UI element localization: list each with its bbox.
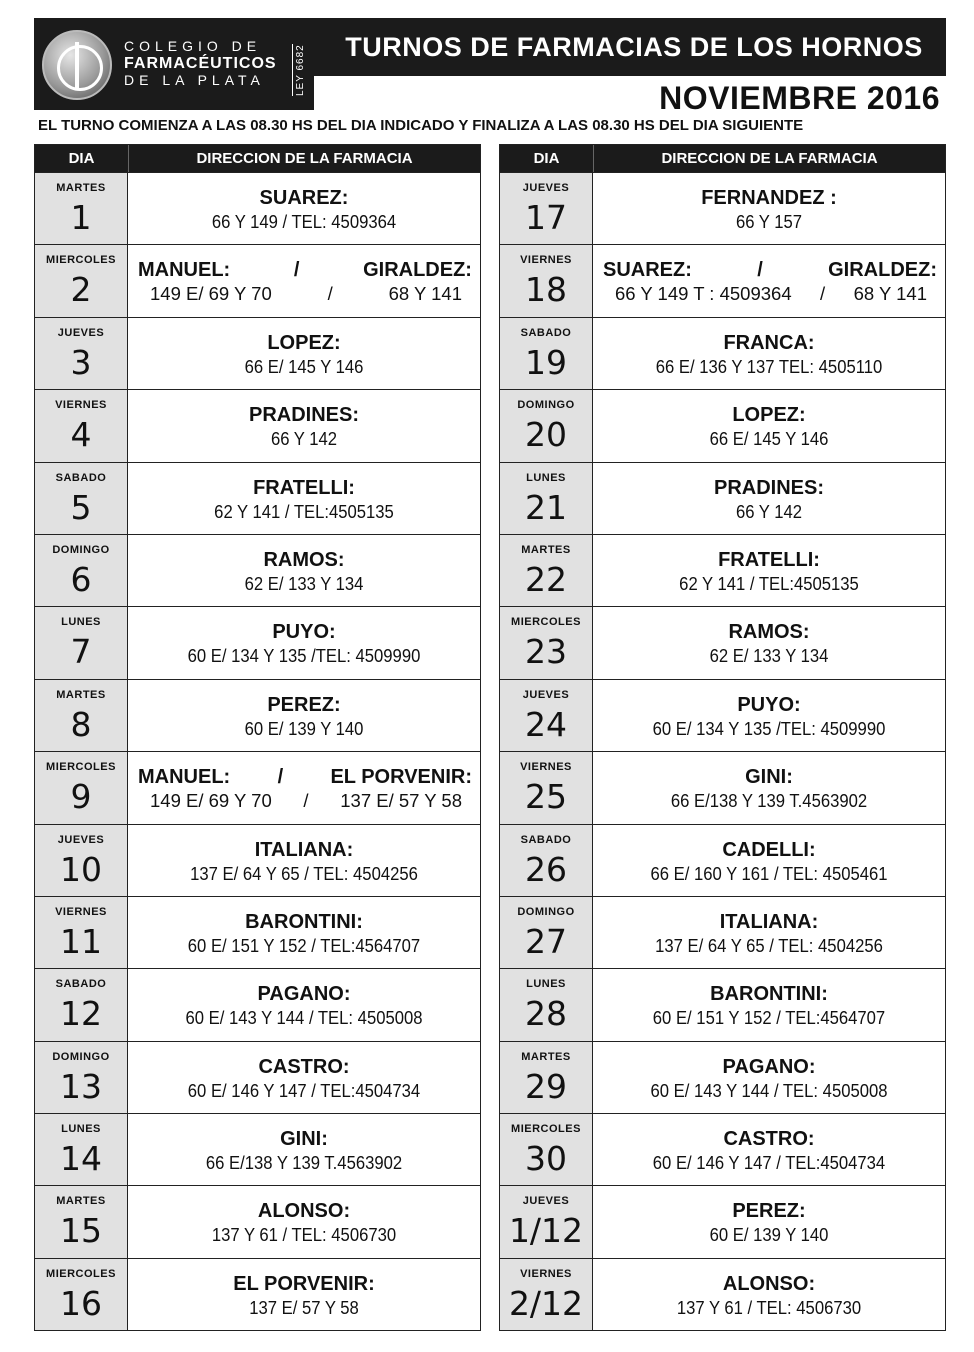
day-number: 22 <box>525 559 567 599</box>
pharmacy-address: 60 E/ 146 Y 147 / TEL:4504734 <box>187 1079 421 1101</box>
day-number: 24 <box>525 704 567 744</box>
pharmacy-address: 66 Y 157 <box>735 211 803 232</box>
pharmacy-name: FRATELLI: <box>253 476 355 499</box>
table-row <box>35 534 480 606</box>
pharmacy-address: 66 E/138 Y 139 T.4563902 <box>205 1152 403 1174</box>
pharmacy-cell <box>593 1259 945 1330</box>
day-of-week: JUEVES <box>57 833 105 846</box>
table-row <box>500 317 945 389</box>
table-row <box>35 896 480 968</box>
table-row <box>500 462 945 534</box>
day-number: 20 <box>525 415 567 455</box>
pharmacy-address: 60 E/ 143 Y 144 / TEL: 4505008 <box>650 1079 888 1101</box>
table-row <box>500 1185 945 1257</box>
pharmacy-name: PAGANO: <box>257 983 351 1006</box>
day-cell <box>35 680 128 751</box>
pharmacy-address-b: 68 Y 141 <box>388 283 462 305</box>
separator: / <box>327 283 333 305</box>
month-title: NOVIEMBRE 2016 <box>659 80 940 116</box>
table-row <box>35 751 480 823</box>
day-cell <box>35 607 128 678</box>
pharmacy-addresses <box>150 790 462 812</box>
pharmacy-cell <box>128 245 480 316</box>
separator: / <box>293 259 300 282</box>
pharmacy-cell <box>593 825 945 896</box>
pharmacy-name: LOPEZ: <box>267 331 341 354</box>
day-cell <box>500 825 593 896</box>
day-cell <box>500 318 593 389</box>
separator: / <box>303 790 309 812</box>
day-number: 25 <box>525 777 567 817</box>
pharmacy-address: 66 Y 149 / TEL: 4509364 <box>211 211 397 232</box>
table-row <box>35 1041 480 1113</box>
day-of-week: MIERCOLES <box>46 1267 116 1280</box>
pharmacy-cell <box>128 535 480 606</box>
pharmacy-address: 60 E/ 134 Y 135 /TEL: 4509990 <box>187 645 421 667</box>
pharmacy-name: RAMOS: <box>263 548 345 571</box>
pharmacy-name: EL PORVENIR: <box>233 1272 375 1295</box>
day-cell <box>500 1259 593 1330</box>
pharmacy-address-a: 149 E/ 69 Y 70 <box>150 790 272 812</box>
day-cell <box>35 173 128 244</box>
pharmacy-name: PUYO: <box>272 621 336 644</box>
day-cell <box>35 897 128 968</box>
pharmacy-name: FRANCA: <box>723 331 815 354</box>
day-of-week: JUEVES <box>522 688 570 701</box>
table-row <box>35 389 480 461</box>
day-cell <box>35 969 128 1040</box>
day-cell <box>35 535 128 606</box>
day-cell <box>35 245 128 316</box>
table-row <box>35 244 480 316</box>
table-header <box>35 145 480 172</box>
pharmacy-name-b: GIRALDEZ: <box>828 259 937 282</box>
day-number: 4 <box>70 415 92 455</box>
table-row <box>500 1258 945 1330</box>
pharmacy-name: SUAREZ: <box>259 187 349 209</box>
pharmacy-name-a: SUAREZ: <box>603 259 692 282</box>
pharmacy-address: 60 E/ 151 Y 152 / TEL:4564707 <box>187 934 421 956</box>
day-number: 9 <box>70 777 92 817</box>
day-cell <box>35 1042 128 1113</box>
day-cell <box>500 463 593 534</box>
schedule-table-right <box>499 144 946 1331</box>
pharmacy-address: 62 Y 141 / TEL:4505135 <box>214 500 394 522</box>
table-row <box>35 1185 480 1257</box>
pharmacy-cell <box>128 463 480 534</box>
day-number: 1/12 <box>508 1211 584 1251</box>
pharmacy-name: ALONSO: <box>722 1272 816 1295</box>
day-number: 12 <box>60 994 102 1034</box>
day-of-week: LUNES <box>61 1123 101 1136</box>
pharmacy-cell <box>128 390 480 461</box>
pharmacy-names <box>138 259 472 282</box>
pharmacy-address: 137 E/ 64 Y 65 / TEL: 4504256 <box>190 862 418 884</box>
pharmacy-address: 66 E/ 160 Y 161 / TEL: 4505461 <box>650 862 888 884</box>
day-cell <box>35 463 128 534</box>
pharmacy-name: LOPEZ: <box>732 404 806 427</box>
pharmacy-name: RAMOS: <box>728 621 810 644</box>
day-number: 15 <box>60 1211 102 1251</box>
day-cell <box>500 680 593 751</box>
day-of-week: DOMINGO <box>517 905 575 918</box>
separator: / <box>277 766 284 789</box>
shift-notice: EL TURNO COMIENZA A LAS 08.30 HS DEL DIA INDICADO Y FINALIZA A LAS 08.30 HS DEL DIA SIGUIENTE <box>38 117 804 134</box>
pharmacy-cell <box>128 825 480 896</box>
day-of-week: SABADO <box>520 833 572 846</box>
day-cell <box>35 1259 128 1330</box>
day-cell <box>35 318 128 389</box>
day-of-week: VIERNES <box>55 905 107 918</box>
table-row <box>500 824 945 896</box>
table-row <box>35 968 480 1040</box>
table-row <box>35 172 480 244</box>
header-address: DIRECCION DE LA FARMACIA <box>128 145 480 172</box>
logo-line-1: COLEGIO DE <box>124 38 262 54</box>
pharmacy-cell <box>128 752 480 823</box>
pharmacy-cell <box>128 1259 480 1330</box>
day-cell <box>500 897 593 968</box>
logo <box>34 18 314 110</box>
day-number: 2 <box>70 270 92 310</box>
pharmacy-addresses <box>615 283 927 305</box>
day-number: 21 <box>525 487 567 527</box>
pharmacy-cell <box>128 969 480 1040</box>
pharmacy-address-a: 66 Y 149 T : 4509364 <box>615 283 792 305</box>
pharmacy-name: CASTRO: <box>723 1128 815 1151</box>
pharmacy-address: 62 E/ 133 Y 134 <box>709 645 829 667</box>
pharmacy-address: 62 E/ 133 Y 134 <box>244 572 364 594</box>
day-cell <box>35 390 128 461</box>
day-of-week: MIERCOLES <box>46 254 116 267</box>
table-row <box>35 606 480 678</box>
pharmacy-address: 60 E/ 146 Y 147 / TEL:4504734 <box>652 1152 886 1174</box>
table-row <box>500 1113 945 1185</box>
day-cell <box>500 607 593 678</box>
table-row <box>500 968 945 1040</box>
logo-text <box>124 38 277 89</box>
day-number: 6 <box>70 559 92 599</box>
day-of-week: DOMINGO <box>517 399 575 412</box>
day-of-week: VIERNES <box>55 399 107 412</box>
table-row <box>35 679 480 751</box>
table-row <box>35 1258 480 1330</box>
pharmacy-name: BARONTINI: <box>710 983 828 1006</box>
day-of-week: JUEVES <box>57 326 105 339</box>
pharmacy-cell <box>593 607 945 678</box>
day-cell <box>35 752 128 823</box>
day-cell <box>500 173 593 244</box>
pharmacy-name: GINI: <box>745 766 793 789</box>
day-cell <box>500 390 593 461</box>
logo-ley: LEY 6682 <box>292 44 306 96</box>
page-header <box>34 18 946 116</box>
pharmacy-emblem-icon <box>42 30 112 100</box>
day-number: 3 <box>70 342 92 382</box>
pharmacy-cell <box>593 535 945 606</box>
pharmacy-name: PAGANO: <box>722 1055 816 1078</box>
pharmacy-name: PEREZ: <box>732 1200 806 1223</box>
day-number: 23 <box>525 632 567 672</box>
pharmacy-name: ITALIANA: <box>719 910 819 933</box>
pharmacy-address: 66 E/ 145 Y 146 <box>244 355 364 377</box>
pharmacy-cell <box>593 390 945 461</box>
page-title: TURNOS DE FARMACIAS DE LOS HORNOS <box>345 32 923 62</box>
pharmacy-name: GINI: <box>280 1128 328 1151</box>
pharmacy-address: 60 E/ 151 Y 152 / TEL:4564707 <box>652 1007 886 1029</box>
table-row <box>500 534 945 606</box>
logo-line-2: FARMACÉUTICOS <box>124 55 277 72</box>
day-of-week: SABADO <box>55 471 107 484</box>
pharmacy-name: ITALIANA: <box>254 838 354 861</box>
table-row <box>35 317 480 389</box>
day-cell <box>500 969 593 1040</box>
day-number: 16 <box>60 1283 102 1323</box>
day-cell <box>500 1114 593 1185</box>
day-cell <box>500 752 593 823</box>
pharmacy-name: PRADINES: <box>713 476 824 499</box>
header-day: DIA <box>533 150 560 167</box>
pharmacy-cell <box>128 897 480 968</box>
pharmacy-cell <box>593 969 945 1040</box>
pharmacy-address: 66 E/ 136 Y 137 TEL: 4505110 <box>655 355 883 377</box>
table-row <box>500 1041 945 1113</box>
table-header <box>500 145 945 172</box>
day-of-week: MIERCOLES <box>511 616 581 629</box>
day-number: 11 <box>60 921 102 961</box>
pharmacy-address: 137 Y 61 / TEL: 4506730 <box>676 1296 862 1318</box>
day-number: 30 <box>525 1139 567 1179</box>
pharmacy-name: FERNANDEZ : <box>701 187 837 209</box>
pharmacy-cell <box>593 897 945 968</box>
pharmacy-cell <box>128 607 480 678</box>
pharmacy-name: ALONSO: <box>257 1200 351 1223</box>
pharmacy-cell <box>128 680 480 751</box>
pharmacy-address: 66 E/138 Y 139 T.4563902 <box>670 790 868 812</box>
day-cell <box>500 535 593 606</box>
pharmacy-address: 66 Y 142 <box>735 500 803 522</box>
table-row <box>35 824 480 896</box>
pharmacy-address: 60 E/ 134 Y 135 /TEL: 4509990 <box>652 717 886 739</box>
pharmacy-addresses <box>150 283 462 305</box>
day-of-week: VIERNES <box>520 254 572 267</box>
pharmacy-cell <box>128 318 480 389</box>
pharmacy-address: 62 Y 141 / TEL:4505135 <box>679 572 859 594</box>
table-row <box>500 244 945 316</box>
day-number: 5 <box>70 487 92 527</box>
table-row <box>500 172 945 244</box>
pharmacy-name: PRADINES: <box>248 404 359 427</box>
pharmacy-cell <box>593 318 945 389</box>
pharmacy-name: FRATELLI: <box>718 548 820 571</box>
logo-line-3: DE LA PLATA <box>124 72 265 88</box>
day-number: 27 <box>525 921 567 961</box>
pharmacy-cell <box>593 463 945 534</box>
pharmacy-address: 66 E/ 145 Y 146 <box>709 428 829 450</box>
day-of-week: LUNES <box>526 978 566 991</box>
day-of-week: LUNES <box>526 471 566 484</box>
day-of-week: MARTES <box>56 688 106 701</box>
pharmacy-address-b: 68 Y 141 <box>853 283 927 305</box>
pharmacy-cell <box>128 1042 480 1113</box>
day-of-week: MARTES <box>521 543 571 556</box>
day-number: 8 <box>70 704 92 744</box>
pharmacy-name-b: EL PORVENIR: <box>330 766 472 789</box>
separator: / <box>757 259 763 282</box>
pharmacy-cell <box>128 1186 480 1257</box>
pharmacy-name: BARONTINI: <box>245 910 363 933</box>
header-address: DIRECCION DE LA FARMACIA <box>593 145 945 172</box>
day-number: 10 <box>60 849 102 889</box>
pharmacy-name-b: GIRALDEZ: <box>363 259 472 282</box>
day-number: 2/12 <box>508 1283 584 1323</box>
day-of-week: VIERNES <box>520 1267 572 1280</box>
day-cell <box>500 1186 593 1257</box>
pharmacy-cell <box>593 1114 945 1185</box>
pharmacy-address: 137 E/ 57 Y 58 <box>249 1296 359 1318</box>
table-row <box>500 751 945 823</box>
day-of-week: DOMINGO <box>52 1050 110 1063</box>
day-of-week: LUNES <box>61 616 101 629</box>
pharmacy-name-a: MANUEL: <box>138 259 231 282</box>
pharmacy-cell <box>593 245 945 316</box>
pharmacy-name: PUYO: <box>737 693 801 716</box>
day-number: 17 <box>525 198 567 237</box>
pharmacy-cell <box>593 1186 945 1257</box>
separator: / <box>820 283 826 305</box>
day-of-week: MIERCOLES <box>46 761 116 774</box>
pharmacy-address-b: 137 E/ 57 Y 58 <box>340 790 462 812</box>
pharmacy-names <box>138 766 472 789</box>
day-number: 19 <box>525 342 567 382</box>
pharmacy-address: 137 E/ 64 Y 65 / TEL: 4504256 <box>655 934 883 956</box>
header-day: DIA <box>68 150 95 167</box>
day-of-week: MARTES <box>56 1195 106 1208</box>
day-of-week: JUEVES <box>522 182 570 194</box>
day-number: 13 <box>60 1066 102 1106</box>
table-row <box>35 1113 480 1185</box>
pharmacy-cell <box>593 1042 945 1113</box>
pharmacy-name: CADELLI: <box>722 838 816 861</box>
pharmacy-cell <box>593 173 945 244</box>
pharmacy-address: 66 Y 142 <box>270 428 338 450</box>
table-row <box>35 462 480 534</box>
day-cell <box>35 1186 128 1257</box>
table-row <box>500 896 945 968</box>
day-number: 18 <box>525 270 567 310</box>
day-number: 26 <box>525 849 567 889</box>
day-cell <box>500 245 593 316</box>
pharmacy-address: 137 Y 61 / TEL: 4506730 <box>211 1224 397 1246</box>
day-of-week: JUEVES <box>522 1195 570 1208</box>
pharmacy-address: 60 E/ 139 Y 140 <box>244 717 364 739</box>
pharmacy-cell <box>593 680 945 751</box>
table-row <box>500 606 945 678</box>
day-cell <box>35 825 128 896</box>
pharmacy-address: 60 E/ 139 Y 140 <box>709 1224 829 1246</box>
day-number: 14 <box>60 1139 102 1179</box>
day-number: 28 <box>525 994 567 1034</box>
table-row <box>500 389 945 461</box>
day-cell <box>500 1042 593 1113</box>
day-cell <box>35 1114 128 1185</box>
pharmacy-address-a: 149 E/ 69 Y 70 <box>150 283 272 305</box>
pharmacy-name-a: MANUEL: <box>138 766 231 789</box>
pharmacy-cell <box>128 1114 480 1185</box>
day-number: 1 <box>70 198 92 237</box>
day-of-week: VIERNES <box>520 761 572 774</box>
schedule-table-left <box>34 144 481 1331</box>
pharmacy-cell <box>593 752 945 823</box>
day-of-week: SABADO <box>55 978 107 991</box>
day-number: 7 <box>70 632 92 672</box>
pharmacy-names <box>603 259 937 282</box>
day-number: 29 <box>525 1066 567 1106</box>
pharmacy-name: CASTRO: <box>258 1055 350 1078</box>
pharmacy-cell <box>128 173 480 244</box>
day-of-week: MIERCOLES <box>511 1123 581 1136</box>
table-row <box>500 679 945 751</box>
pharmacy-address: 60 E/ 143 Y 144 / TEL: 4505008 <box>185 1007 423 1029</box>
day-of-week: DOMINGO <box>52 543 110 556</box>
day-of-week: MARTES <box>521 1050 571 1063</box>
day-of-week: SABADO <box>520 326 572 339</box>
pharmacy-name: PEREZ: <box>267 693 341 716</box>
day-of-week: MARTES <box>56 182 106 194</box>
